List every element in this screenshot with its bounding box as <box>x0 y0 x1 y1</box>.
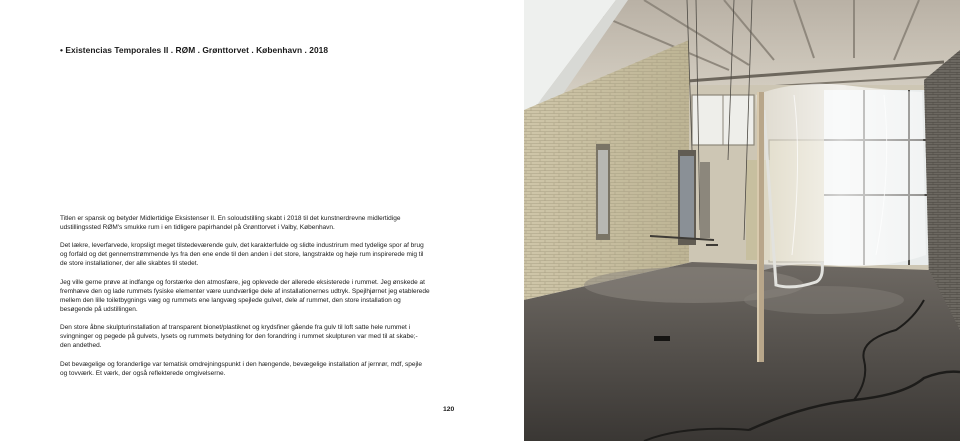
body-text <box>60 214 430 387</box>
paragraph: Det bevægelige og foranderlige var tematisk omdrejningspunkt i den hængende, bevægelige installation af jernrør, mdf, spejle og tovværk. Et værk, der også reflekterede omgivelserne. <box>60 360 423 377</box>
paragraph: Jeg ville gerne prøve at indfange og forstærke den atmosfære, jeg oplevede der allerede eksisterede i rummet. Jeg ønskede at fremhæve den og lade rummets fysiske elementer være uundværlige dele af installationernes udtryk. Spejlhjørnet jeg etablerede mellem den lille toiletbygnings væg og rummets ene langvæg spejlede gulvet, dele af rummet, den store installation og besøgende på udstillingen. <box>60 278 430 313</box>
right-page <box>524 0 960 441</box>
paragraph: Titlen er spansk og betyder Midlertidige Eksistenser II. En soloudstilling skabt i 2018 til det kunstnerdrevne midlertidige udstillingssted RØM's smukke rum i en tidligere papirhandel på Grønttorvet i Valby, København. <box>60 215 401 232</box>
installation-photo <box>524 0 960 441</box>
page-number: 120 <box>443 406 455 413</box>
exhibition-heading: • Existencias Temporales II . RØM . Grønttorvet . København . 2018 <box>60 45 329 55</box>
paragraph: Det lækre, leverfarvede, kropsligt meget tilstedeværende gulv, det karakterfulde og slidte industrirum med tydelige spor af brug og forfald og det gennemstrømmende lys fra den ene ende til den anden i det store, langstrakte og høje rum inspirerede mig til de store installationer, der alle skabtes til stedet. <box>60 242 424 268</box>
paragraph: Den store åbne skulpturinstallation af transparent bionet/plastiknet og krydsfiner gående fra gulv til loft satte hele rummet i svingninger og pegede på gulvets, lysets og rummets betydning for den forandring i rummet skulpturen var med til at skabe;- den andethed. <box>60 324 418 350</box>
